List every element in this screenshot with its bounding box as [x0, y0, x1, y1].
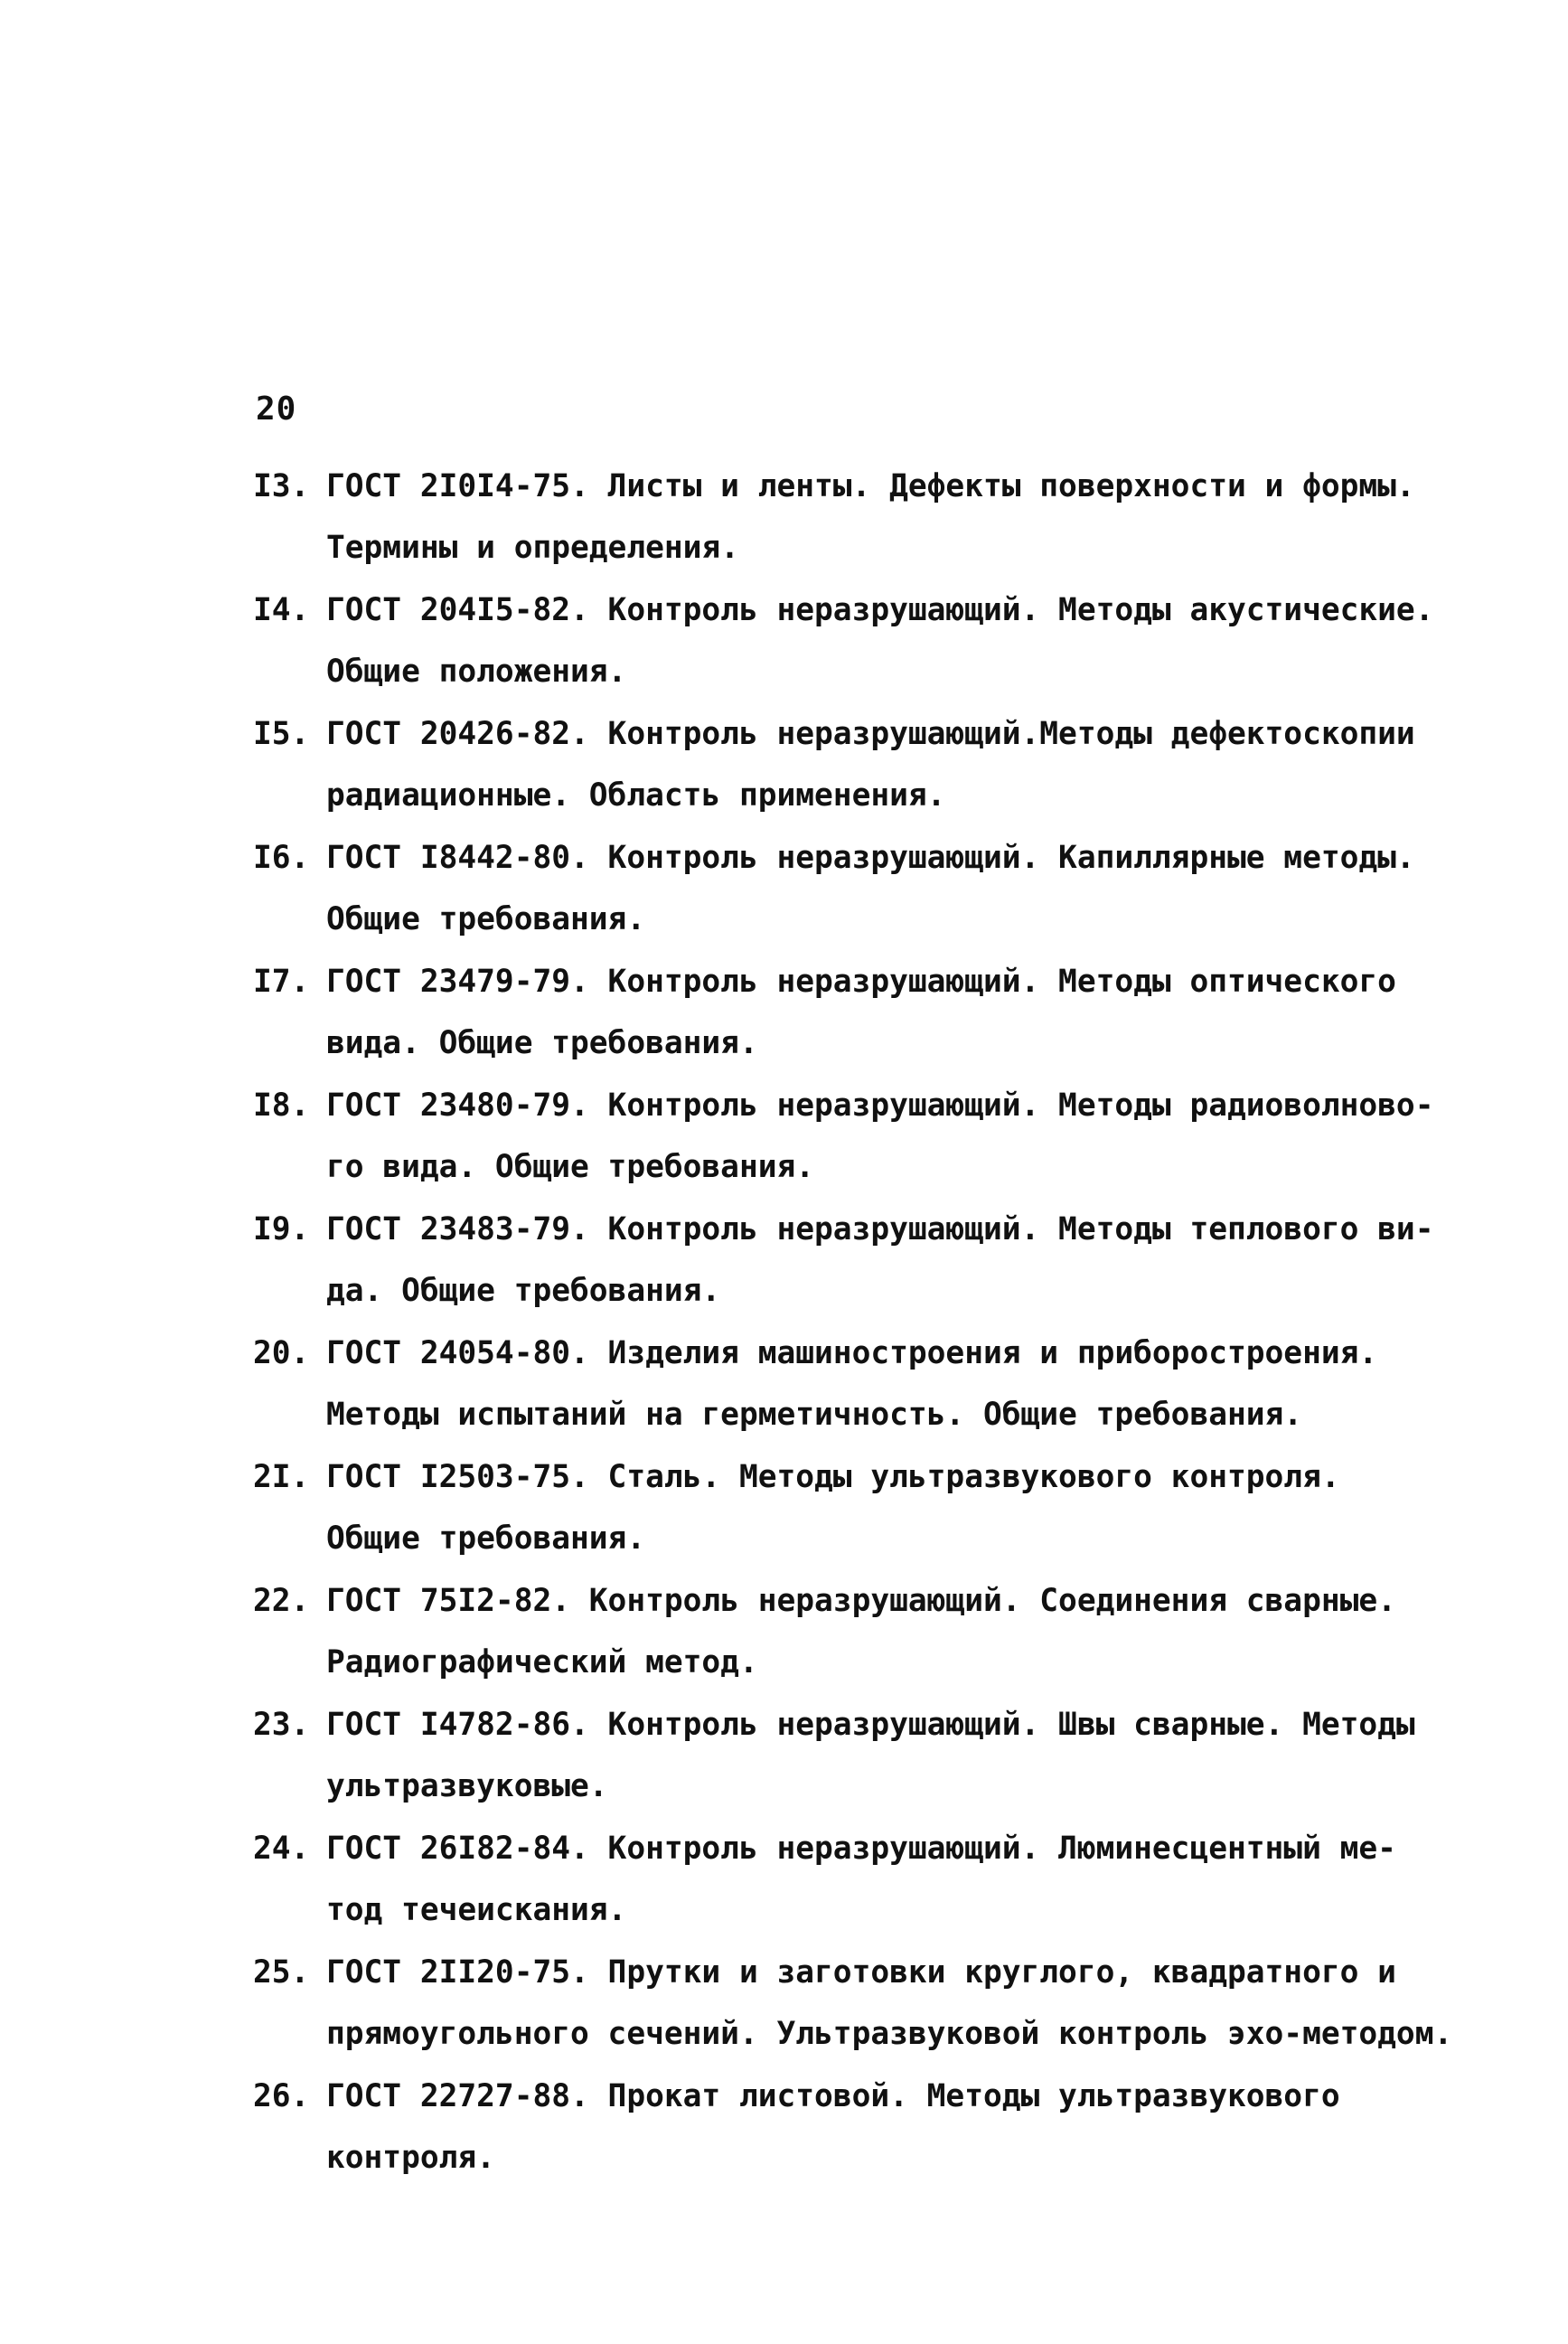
reference-item: [253, 1323, 1455, 1445]
reference-item: [253, 1943, 1455, 2065]
reference-number: I3.: [253, 468, 310, 504]
reference-text: ГОСТ 23480-79. Контроль неразрушающий. Методы радиоволново-: [326, 1087, 1434, 1124]
reference-text-continuation: прямоугольного сечений. Ультразвуковой контроль эхо-методом.: [326, 2015, 1453, 2052]
reference-item: [253, 1819, 1455, 1941]
reference-text-continuation: Радиографический метод.: [326, 1643, 758, 1680]
reference-text-continuation: контроля.: [326, 2139, 495, 2176]
reference-number: I5.: [253, 716, 310, 752]
reference-item: [253, 2066, 1455, 2189]
reference-number: 25.: [253, 1954, 310, 1991]
reference-text-continuation: Методы испытаний на герметичность. Общие требования.: [326, 1396, 1303, 1433]
reference-number: I8.: [253, 1087, 310, 1124]
reference-number: 26.: [253, 2078, 310, 2114]
reference-text-continuation: го вида. Общие требования.: [326, 1148, 815, 1185]
reference-number: I6.: [253, 840, 310, 876]
reference-number: 20.: [253, 1335, 310, 1371]
reference-text-continuation: Общие требования.: [326, 900, 646, 937]
reference-text: ГОСТ I8442-80. Контроль неразрушающий. Капиллярные методы.: [326, 840, 1415, 876]
reference-number: I4.: [253, 592, 310, 628]
reference-text: ГОСТ 20426-82. Контроль неразрушающий.Методы дефектоскопии: [326, 716, 1415, 752]
reference-text: ГОСТ 26I82-84. Контроль неразрушающий. Люминесцентный ме-: [326, 1831, 1396, 1867]
reference-item: [253, 457, 1455, 579]
reference-text: ГОСТ 23479-79. Контроль неразрушающий. Методы оптического: [326, 964, 1396, 1000]
reference-item: [253, 1571, 1455, 1693]
reference-number: 23.: [253, 1707, 310, 1743]
reference-text-continuation: Общие положения.: [326, 653, 627, 690]
reference-text-continuation: да. Общие требования.: [326, 1272, 721, 1309]
page-number: 20: [256, 391, 297, 428]
reference-text: ГОСТ 24054-80. Изделия машиностроения и приборостроения.: [326, 1335, 1378, 1371]
reference-item: [253, 1200, 1455, 1322]
reference-number: I9.: [253, 1211, 310, 1247]
reference-text: ГОСТ 23483-79. Контроль неразрушающий. Методы теплового ви-: [326, 1211, 1434, 1247]
reference-text: ГОСТ 2I0I4-75. Листы и ленты. Дефекты поверхности и формы.: [326, 468, 1415, 504]
reference-number: 2I.: [253, 1459, 310, 1495]
reference-text: ГОСТ I2503-75. Сталь. Методы ультразвукового контроля.: [326, 1459, 1340, 1495]
reference-text: ГОСТ 2II20-75. Прутки и заготовки круглого, квадратного и: [326, 1954, 1396, 1991]
reference-text-continuation: ультразвуковые.: [326, 1767, 608, 1804]
reference-item: [253, 704, 1455, 826]
reference-item: [253, 1695, 1455, 1817]
reference-text-continuation: Общие требования.: [326, 1520, 646, 1557]
reference-item: [253, 580, 1455, 702]
reference-text-continuation: вида. Общие требования.: [326, 1024, 758, 1061]
reference-number: 22.: [253, 1583, 310, 1619]
reference-text: ГОСТ 22727-88. Прокат листовой. Методы ультразвукового: [326, 2078, 1340, 2114]
reference-text-continuation: Термины и определения.: [326, 529, 739, 566]
reference-number: I7.: [253, 964, 310, 1000]
reference-text-continuation: тод течеискания.: [326, 1891, 627, 1928]
reference-list: [253, 457, 1455, 2190]
reference-item: [253, 828, 1455, 950]
reference-item: [253, 952, 1455, 1074]
reference-text: ГОСТ 204I5-82. Контроль неразрушающий. Методы акустические.: [326, 592, 1434, 628]
reference-item: [253, 1076, 1455, 1198]
reference-text: ГОСТ I4782-86. Контроль неразрушающий. Швы сварные. Методы: [326, 1707, 1415, 1743]
reference-text-continuation: радиационные. Область применения.: [326, 777, 946, 814]
reference-item: [253, 1447, 1455, 1569]
reference-text: ГОСТ 75I2-82. Контроль неразрушающий. Соединения сварные.: [326, 1583, 1396, 1619]
reference-number: 24.: [253, 1831, 310, 1867]
